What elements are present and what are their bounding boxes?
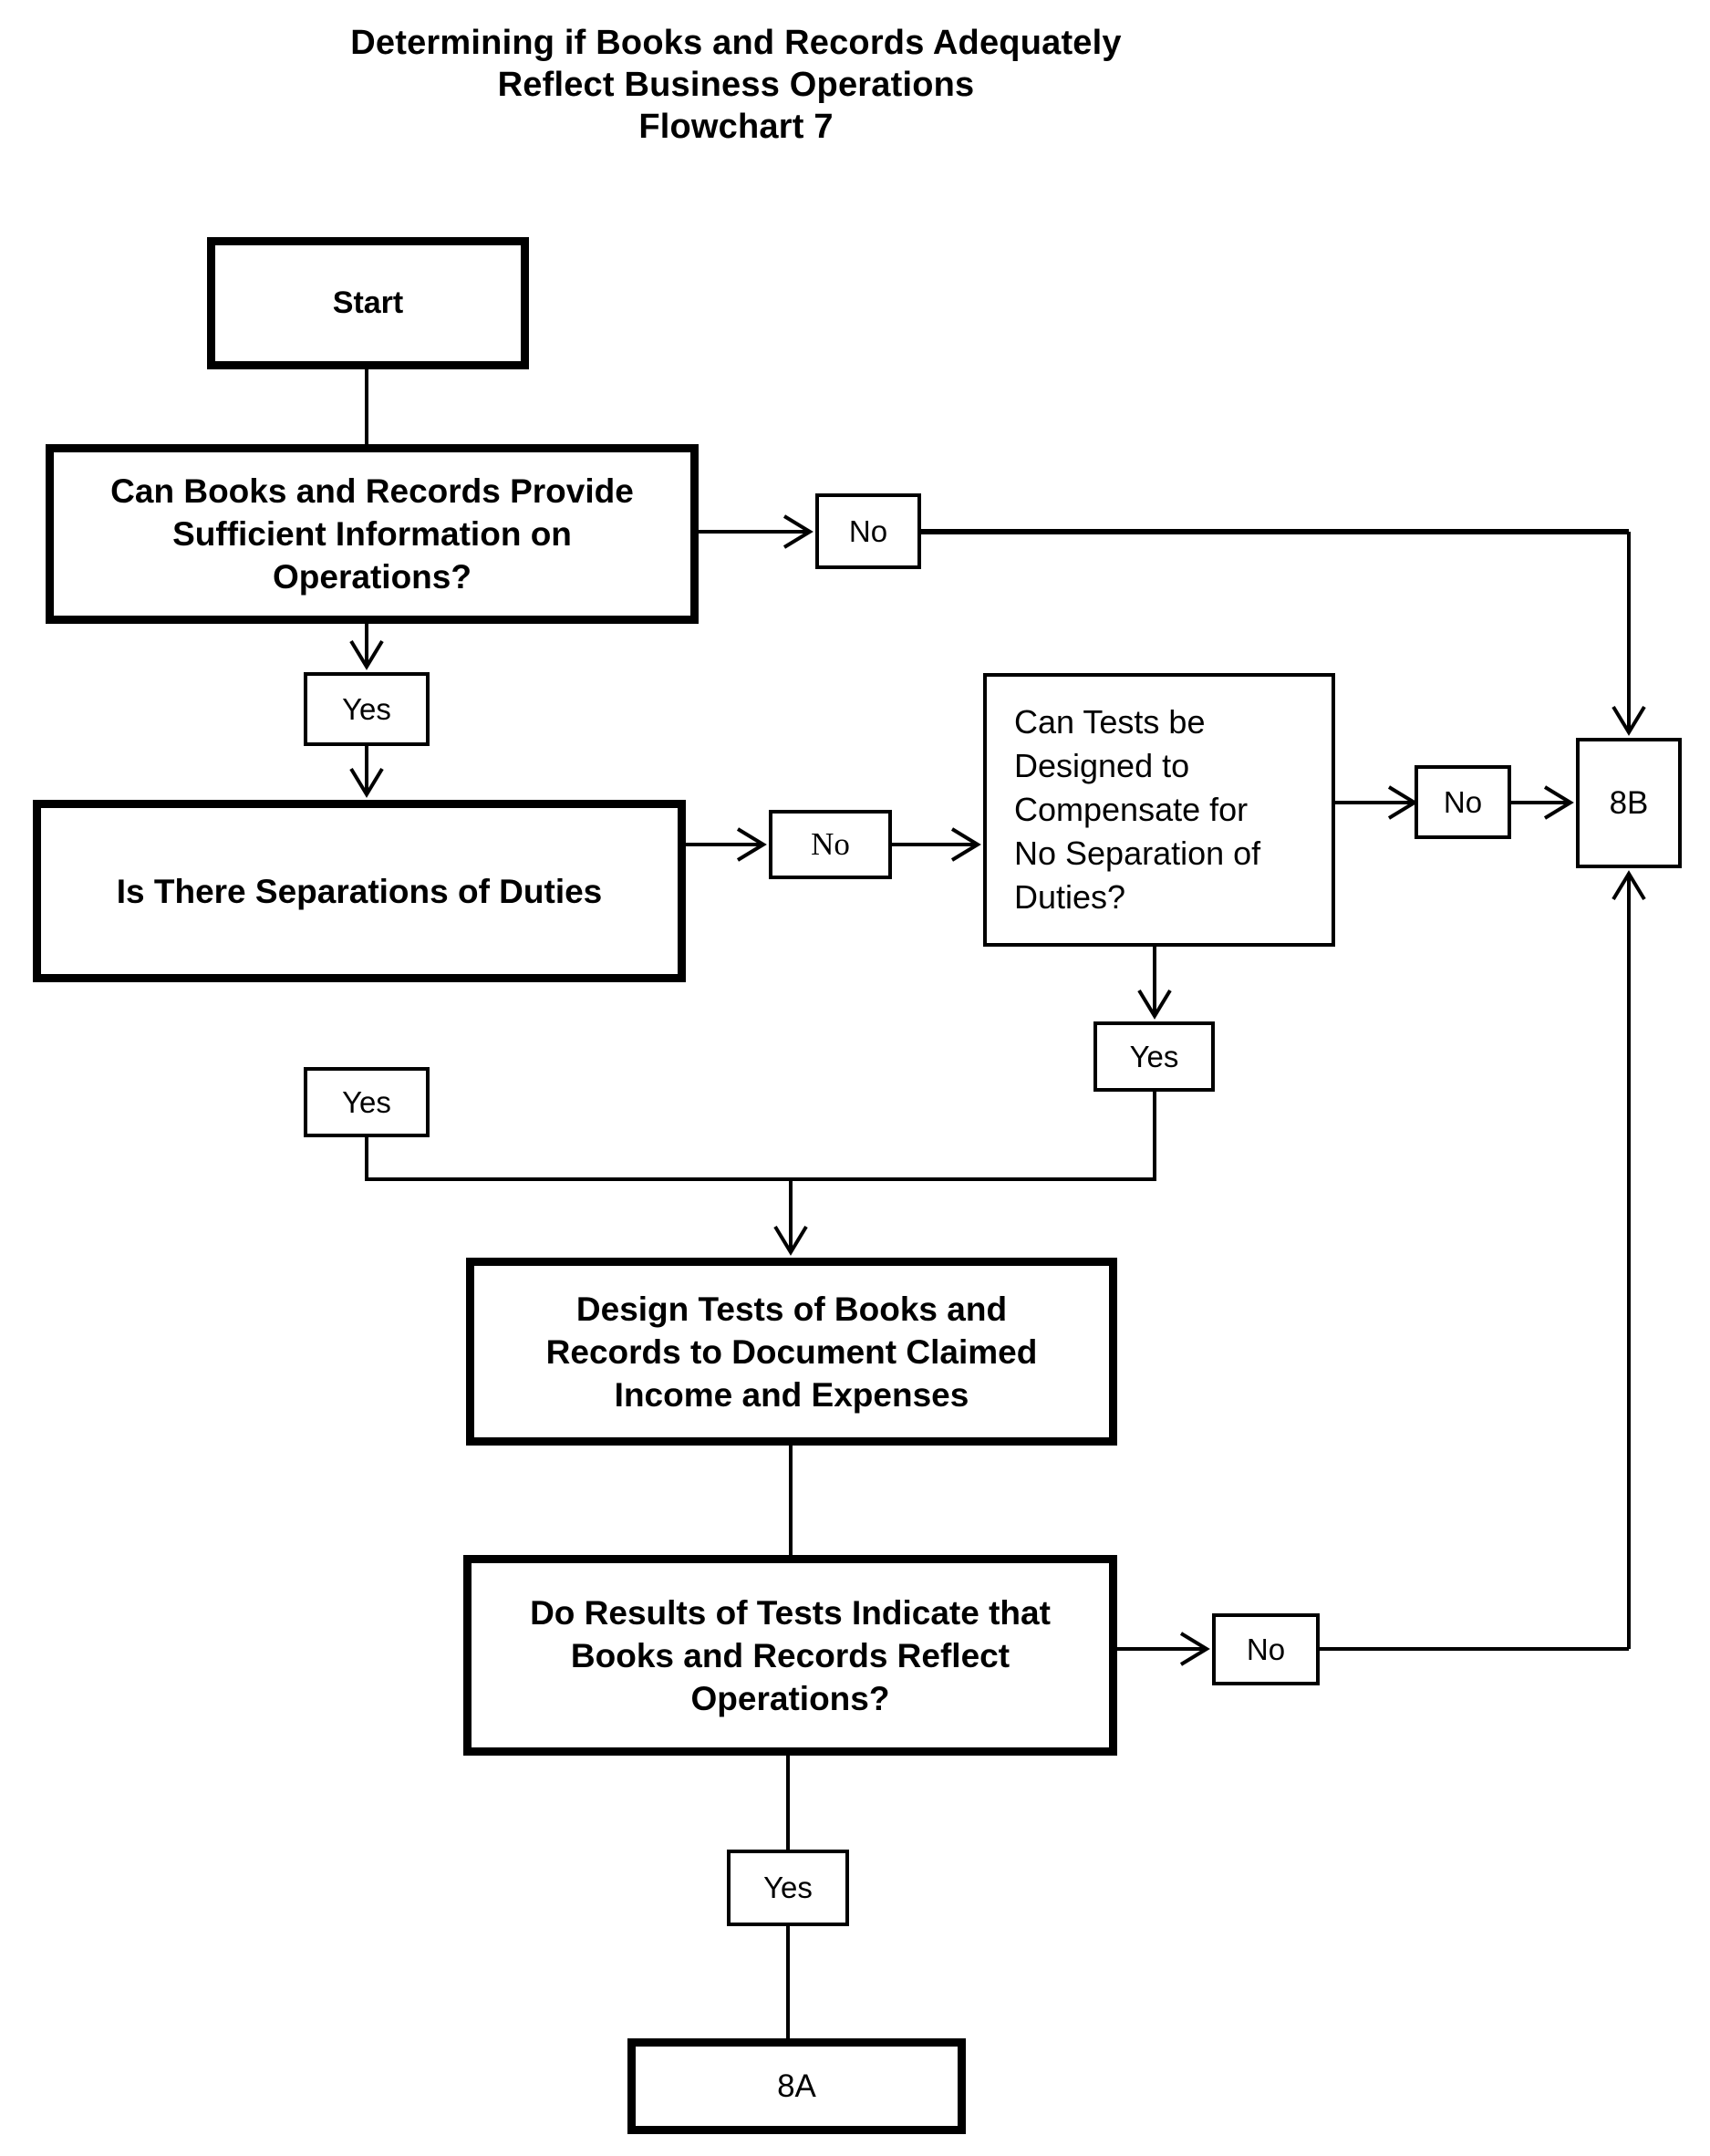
node-question-results-reflect-line-2: Books and Records Reflect (570, 1636, 1010, 1674)
node-yes-tests-compensate-label: Yes (1129, 1039, 1179, 1073)
node-question-tests-compensate-line-2: Designed to (1014, 747, 1190, 784)
node-yes-results-label: Yes (763, 1871, 813, 1904)
node-yes-separation-label: Yes (342, 1084, 391, 1119)
node-question-books-records (46, 444, 699, 624)
node-yes-books-records (304, 672, 430, 746)
node-question-books-records-line-2: Sufficient Information on (172, 515, 572, 553)
node-question-books-records-line-3: Operations? (273, 558, 472, 596)
node-question-tests-compensate-line-1: Can Tests be (1014, 703, 1206, 741)
node-action-design-tests (466, 1258, 1117, 1446)
node-question-results-reflect-line-3: Operations? (690, 1679, 890, 1717)
node-question-separation-duties (33, 800, 686, 982)
node-yes-results (727, 1850, 849, 1926)
node-start-label: Start (332, 285, 404, 320)
node-no-results (1212, 1613, 1320, 1685)
node-ref-8b (1576, 738, 1682, 868)
node-question-tests-compensate-line-5: Duties? (1014, 878, 1126, 916)
page-title-line-3: Flowchart 7 (638, 108, 834, 146)
node-question-tests-compensate (983, 673, 1335, 947)
node-ref-8b-label: 8B (1609, 784, 1649, 821)
node-yes-books-records-label: Yes (342, 691, 391, 726)
node-question-tests-compensate-line-3: Compensate for (1014, 791, 1249, 828)
node-no-tests-compensate-label: No (1443, 784, 1483, 819)
node-yes-tests-compensate (1093, 1021, 1215, 1092)
node-no-books-records (815, 493, 921, 569)
node-no-separation-label: No (811, 826, 850, 862)
node-action-design-tests-line-3: Income and Expenses (614, 1375, 969, 1414)
node-action-design-tests-line-1: Design Tests of Books and (575, 1290, 1008, 1328)
node-no-results-label: No (1246, 1632, 1286, 1666)
node-question-books-records-line-1: Can Books and Records Provide (110, 472, 634, 510)
node-question-results-reflect-line-1: Do Results of Tests Indicate that (530, 1593, 1051, 1632)
node-question-results-reflect (463, 1555, 1117, 1756)
node-no-tests-compensate (1415, 765, 1511, 839)
node-ref-8a (627, 2038, 966, 2134)
node-question-tests-compensate-line-4: No Separation of (1014, 834, 1261, 872)
node-no-books-records-label: No (848, 513, 888, 548)
node-action-design-tests-line-2: Records to Document Claimed (545, 1332, 1038, 1371)
node-yes-separation (304, 1067, 430, 1137)
page-title-line-2: Reflect Business Operations (497, 66, 975, 104)
node-question-separation-duties-label: Is There Separations of Duties (116, 872, 603, 910)
node-no-separation (769, 810, 892, 879)
page-title-line-1: Determining if Books and Records Adequately (350, 24, 1122, 62)
node-ref-8a-label: 8A (777, 2068, 816, 2104)
node-start (207, 237, 529, 369)
page-title (0, 22, 1472, 148)
